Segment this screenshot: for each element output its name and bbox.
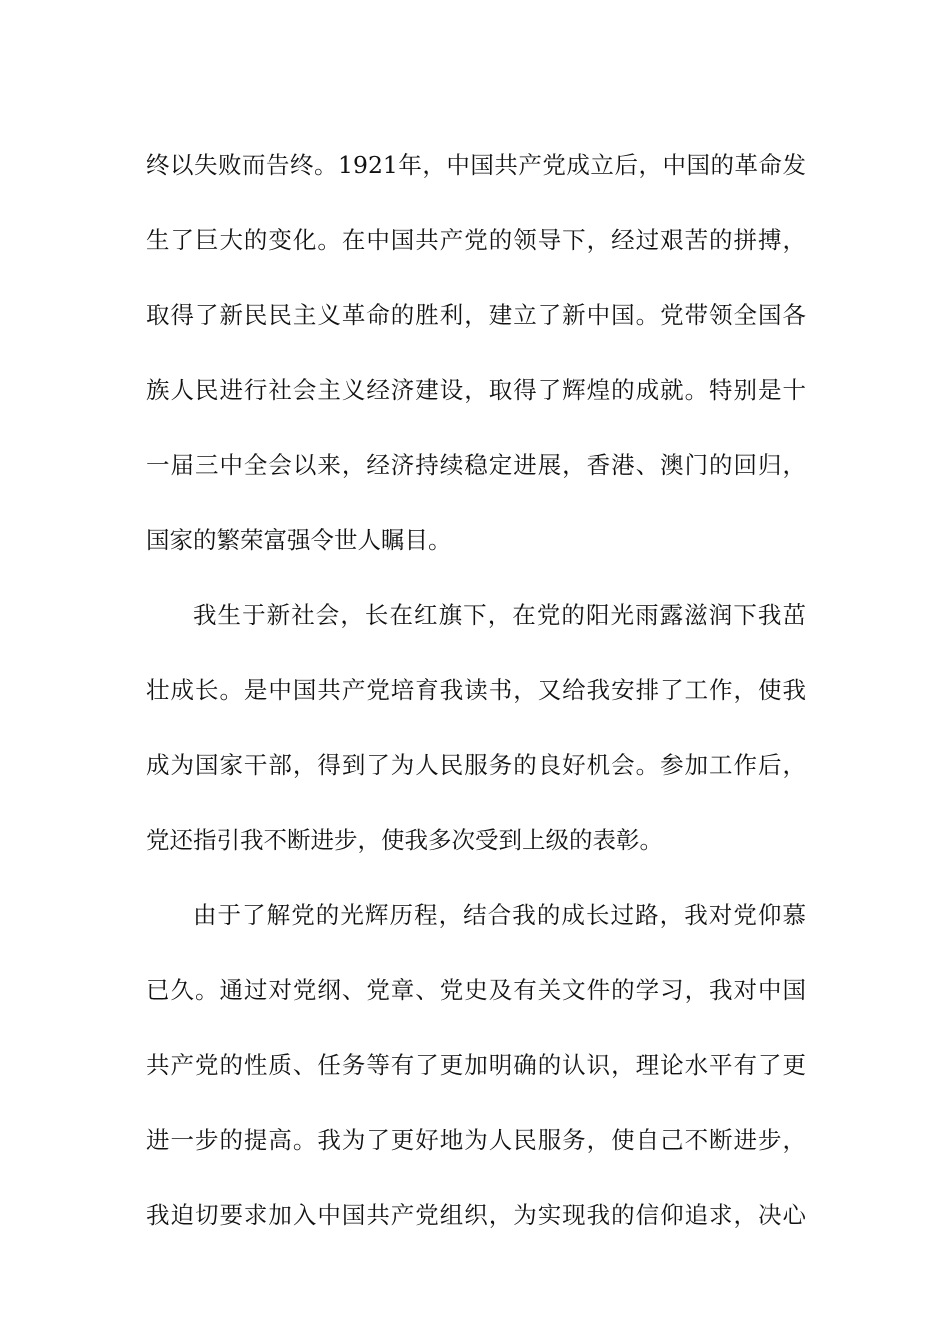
text-line: 成为国家干部，得到了为人民服务的良好机会。参加工作后， (146, 751, 806, 779)
text-line: 由于了解党的光辉历程，结合我的成长过路，我对党仰慕 (193, 901, 806, 929)
text-line: 我生于新社会，长在红旗下，在党的阳光雨露滋润下我茁 (193, 601, 806, 629)
document-body (146, 128, 806, 1253)
text-line: 壮成长。是中国共产党培育我读书，又给我安排了工作，使我 (146, 676, 806, 704)
text-line: 取得了新民民主义革命的胜利，建立了新中国。党带领全国各 (146, 301, 806, 329)
text-line: 党还指引我不断进步，使我多次受到上级的表彰。 (146, 826, 663, 854)
text-line: 终以失败而告终。1921年，中国共产党成立后，中国的革命发 (146, 151, 806, 179)
text-line: 已久。通过对党纲、党章、党史及有关文件的学习，我对中国 (146, 976, 806, 1004)
text-line: 族人民进行社会主义经济建设，取得了辉煌的成就。特别是十 (146, 376, 806, 404)
text-line: 一届三中全会以来，经济持续稳定进展，香港、澳门的回归， (146, 451, 806, 479)
text-line: 进一步的提高。我为了更好地为人民服务，使自己不断进步， (146, 1126, 806, 1154)
text-line: 国家的繁荣富强令世人瞩目。 (146, 526, 452, 554)
text-line: 生了巨大的变化。在中国共产党的领导下，经过艰苦的拼搏， (146, 226, 806, 254)
text-line: 共产党的性质、任务等有了更加明确的认识，理论水平有了更 (146, 1051, 806, 1079)
text-line: 我迫切要求加入中国共产党组织，为实现我的信仰追求，决心 (146, 1201, 806, 1229)
